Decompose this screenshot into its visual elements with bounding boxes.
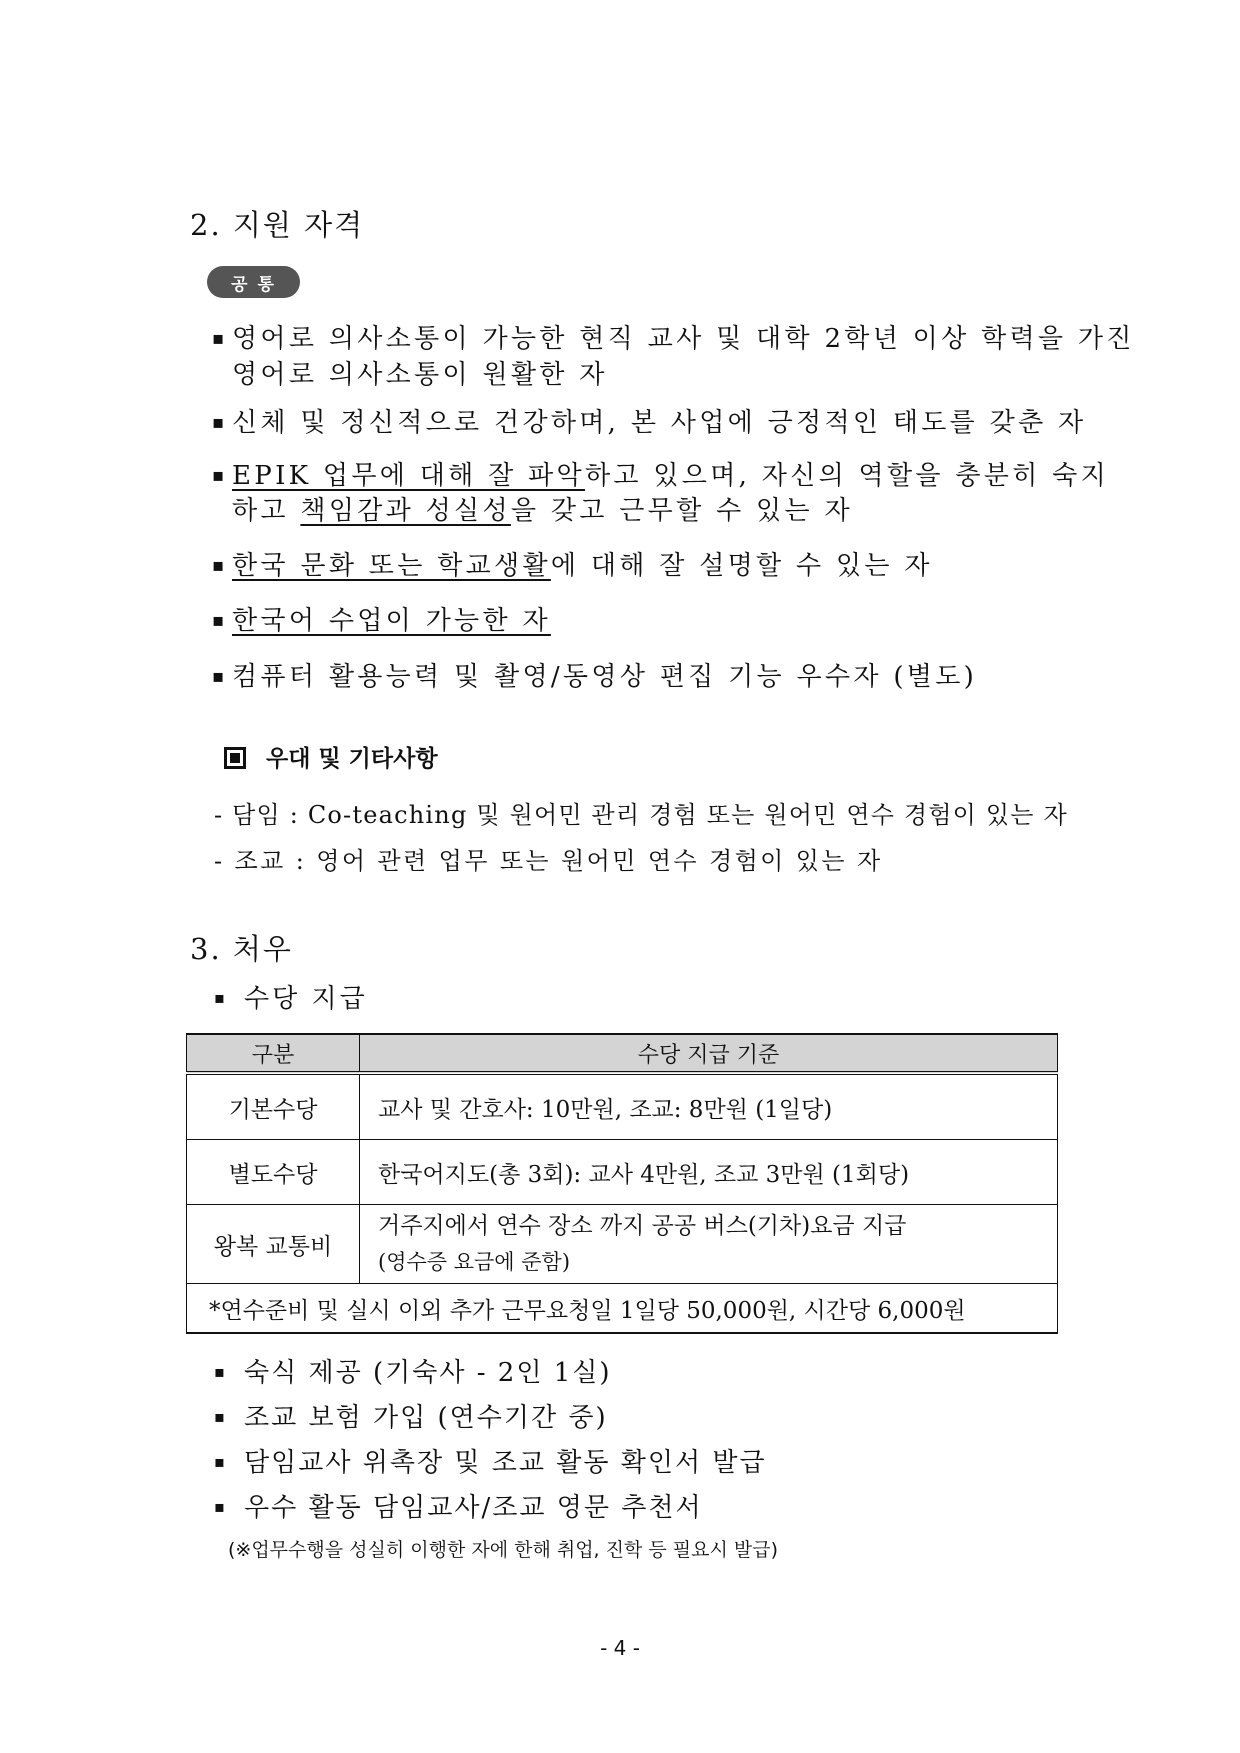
bullet-icon: ▪: [214, 1452, 227, 1471]
underlined-text: 한국어 수업이 가능한 자: [232, 606, 551, 636]
table-note-row: [187, 1284, 1058, 1334]
item-text: 영어로 의사소통이 원활한 자: [232, 360, 608, 390]
benefit-text: 우수 활동 담임교사/조교 영문 추천서: [244, 1493, 703, 1523]
qualification-item-1: [212, 318, 1135, 355]
table-row: [187, 1073, 1058, 1140]
preference-heading-text: 우대 및 기타사항: [266, 746, 438, 772]
underlined-text: EPIK 업무에 대해 잘 파악: [232, 461, 585, 491]
preference-heading: [224, 740, 438, 773]
bullet-icon: ▪: [212, 412, 228, 433]
allowance-table: [186, 1033, 1058, 1334]
qualification-item-3-cont: [232, 490, 853, 527]
benefit-text: 조교 보험 가입 (연수기간 중): [244, 1403, 608, 1433]
allowance-label-text: 수당 지급: [244, 984, 368, 1014]
underlined-text: 책임감과 성실성: [300, 496, 511, 526]
underlined-text: 한국 문화 또는 학교생활: [232, 551, 551, 581]
benefit-item-1: [214, 1352, 612, 1389]
bullet-icon: ▪: [214, 1497, 227, 1516]
benefit-text: 담임교사 위촉장 및 조교 활동 확인서 발급: [244, 1448, 767, 1478]
section-2-title: 2. 지원 자격: [190, 208, 365, 242]
table-header-category: 구분: [187, 1034, 360, 1073]
item-text: 컴퓨터 활용능력 및 촬영/동영상 편집 기능 우수자 (별도): [232, 662, 978, 692]
benefit-item-2: [214, 1397, 608, 1434]
row-category: 왕복 교통비: [187, 1205, 360, 1284]
item-text: 신체 및 정신적으로 건강하며, 본 사업에 긍정적인 태도를 갖춘 자: [232, 408, 1087, 438]
item-text: 에 대해 잘 설명할 수 있는 자: [550, 551, 933, 581]
bullet-icon: ▪: [214, 1362, 227, 1381]
row-description-line-2: (영수증 요금에 준함): [378, 1250, 571, 1274]
table-header-criteria: 수당 지급 기준: [360, 1034, 1058, 1073]
benefit-text: 숙식 제공 (기숙사 - 2인 1실): [244, 1358, 612, 1388]
benefit-item-4: [214, 1487, 703, 1524]
bullet-icon: ▪: [212, 555, 228, 576]
row-description: [360, 1205, 1058, 1284]
section-3-title: 3. 처우: [190, 932, 293, 966]
square-checkbox-icon: [224, 747, 246, 769]
qualification-item-3: [212, 455, 1109, 492]
row-description-line-1: 거주지에서 연수 장소 까지 공공 버스(기차)요금 지급: [378, 1213, 907, 1239]
table-row: [187, 1205, 1058, 1284]
row-category: 별도수당: [187, 1140, 360, 1205]
bullet-icon: ▪: [212, 610, 228, 631]
item-text: 하고: [232, 496, 301, 526]
row-description: 한국어지도(총 3회): 교사 4만원, 조교 3만원 (1회당): [360, 1140, 1058, 1205]
bullet-icon: ▪: [212, 328, 228, 349]
table-note: *연수준비 및 실시 이외 추가 근무요청일 1일당 50,000원, 시간당 6,000원: [187, 1284, 1058, 1334]
benefit-footnote: (※업무수행을 성실히 이행한 자에 한해 취업, 진학 등 필요시 발급): [228, 1539, 778, 1561]
table-row: [187, 1140, 1058, 1205]
row-description: 교사 및 간호사: 10만원, 조교: 8만원 (1일당): [360, 1073, 1058, 1140]
bullet-icon: ▪: [214, 1407, 227, 1426]
qualification-item-2: [212, 402, 1086, 439]
item-text: 을 갖고 근무할 수 있는 자: [510, 496, 853, 526]
item-text: 영어로 의사소통이 가능한 현직 교사 및 대학 2학년 이상 학력을 가진: [232, 324, 1135, 354]
qualification-item-6: [212, 656, 977, 693]
row-category: 기본수당: [187, 1073, 360, 1140]
qualification-item-4: [212, 545, 933, 582]
qualification-item-1-cont: [232, 354, 608, 391]
page-number: - 4 -: [600, 1636, 640, 1660]
qualification-item-5: [212, 600, 551, 637]
bullet-icon: ▪: [212, 465, 228, 486]
common-badge: 공통: [207, 266, 300, 298]
benefit-item-3: [214, 1442, 767, 1479]
bullet-icon: ▪: [212, 666, 228, 687]
preference-line-1: - 담임 : Co-teaching 및 원어민 관리 경험 또는 원어민 연수 경험이 있는 자: [214, 801, 1068, 829]
allowance-label: [214, 978, 368, 1015]
bullet-icon: ▪: [214, 988, 228, 1007]
preference-line-2: - 조교 : 영어 관련 업무 또는 원어민 연수 경험이 있는 자: [214, 847, 883, 875]
item-text: 하고 있으며, 자신의 역할을 충분히 숙지: [584, 461, 1110, 491]
